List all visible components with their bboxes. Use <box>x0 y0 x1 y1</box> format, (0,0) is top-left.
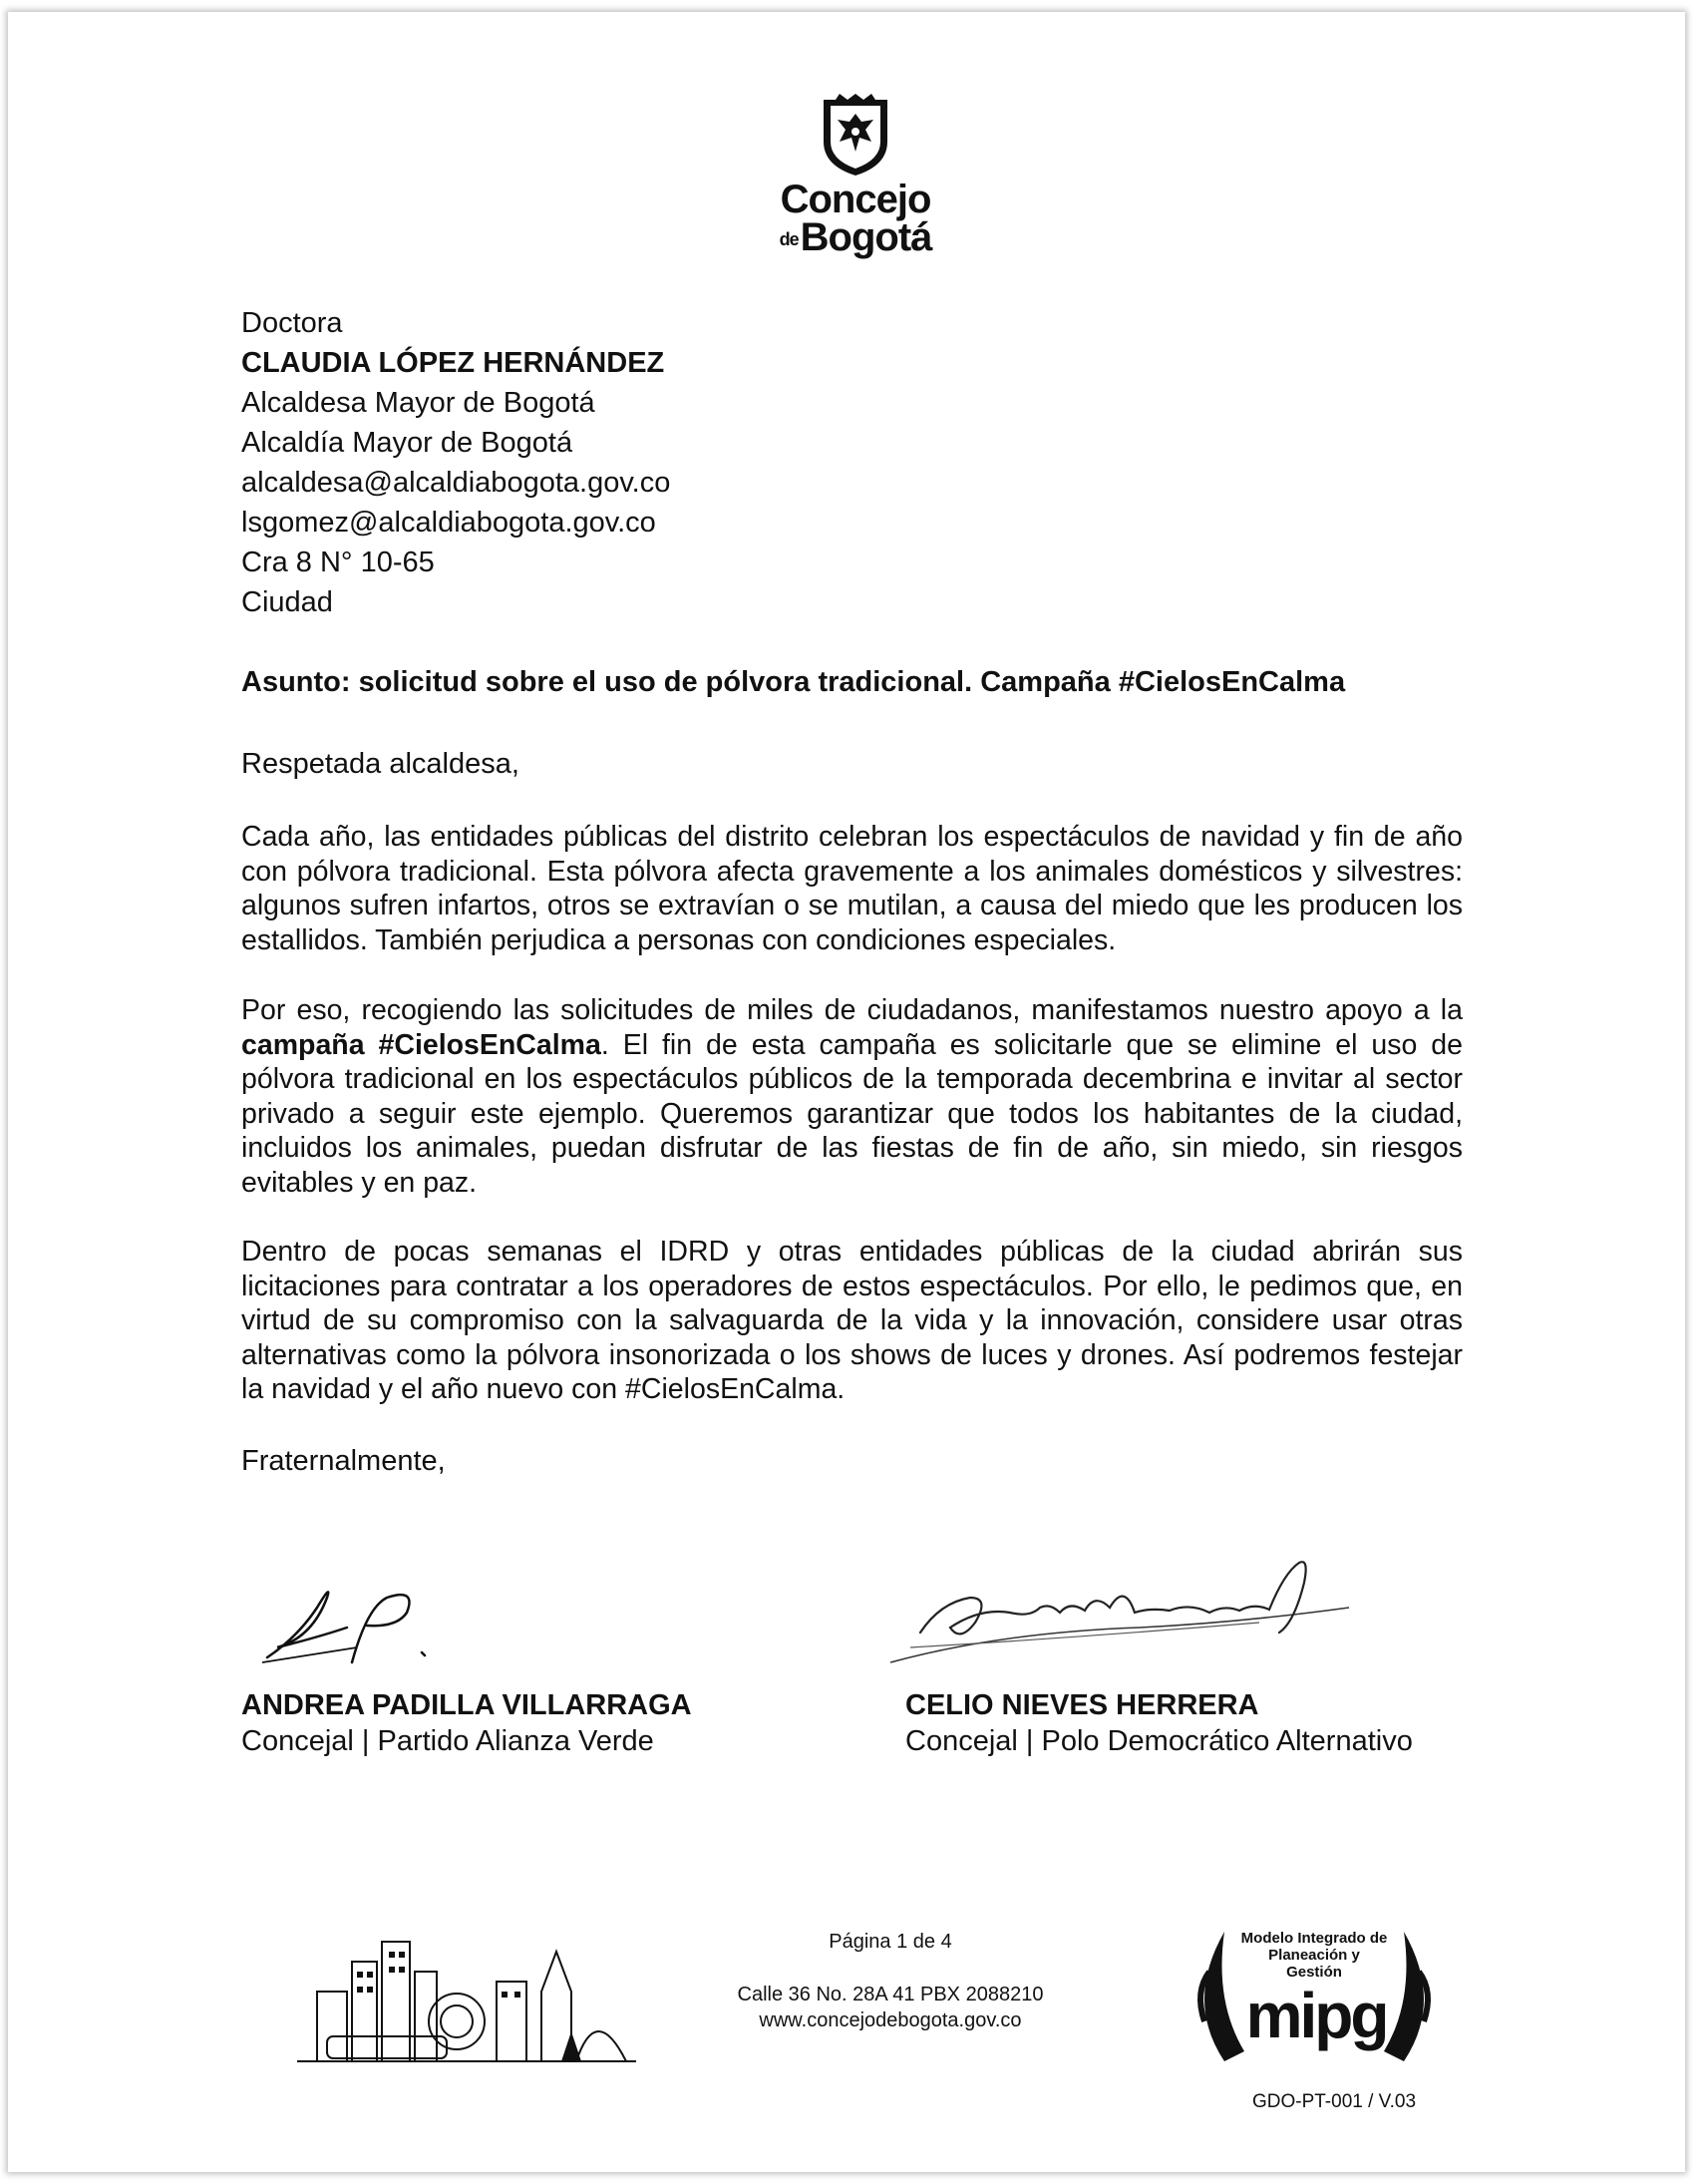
p2-text-before: Por eso, recogiendo las solicitudes de miles de ciudadanos, manifestamos nuestro apoyo a la <box>241 994 1463 1026</box>
letter-page <box>8 12 1685 2172</box>
campaign-highlight: campaña #CielosEnCalma <box>241 1028 601 1061</box>
signer-1 <box>241 1687 800 1759</box>
logo-small: de <box>779 229 799 250</box>
coat-of-arms-icon <box>818 92 893 178</box>
signature-1-icon <box>257 1568 457 1682</box>
subject-line: Asunto: solicitud sobre el uso de pólvora tradicional. Campaña #CielosEnCalma <box>241 666 1346 698</box>
footer-address: Calle 36 No. 28A 41 PBX 2088210 <box>737 1984 1044 2005</box>
city-skyline-icon <box>297 1932 636 2066</box>
signer-2-name: CELIO NIEVES HERRERA <box>905 1689 1259 1721</box>
signer-1-name: ANDREA PADILLA VILLARRAGA <box>241 1689 692 1721</box>
mipg-logo <box>1185 1912 1444 2081</box>
recipient-street: Cra 8 N° 10-65 <box>241 546 435 578</box>
footer-website: www.concejodebogota.gov.co <box>759 2009 1022 2031</box>
greeting: Respetada alcaldesa, <box>241 748 519 780</box>
closing: Fraternalmente, <box>241 1445 446 1477</box>
body-paragraph-2 <box>241 993 1463 1200</box>
mipg-wordmark: mipg <box>1245 1980 1387 2051</box>
recipient-city: Ciudad <box>241 586 333 618</box>
recipient-email-1: alcaldesa@alcaldiabogota.gov.co <box>241 467 671 499</box>
mipg-caption: Modelo Integrado de Planeación y Gestión <box>1240 1930 1388 1981</box>
signer-2 <box>905 1687 1464 1759</box>
p2-text-after: . El fin de esta campaña es solicitarle que se elimine el uso de pólvora tradicional en los espectáculos públicos de la temporada decembrina e invitar al sector privado a seguir este ejemplo. Queremos garantizar que todos los habitantes de la ciudad, incluidos los animales, puedan disfrutar de las fiestas de fin de año, sin miedo, sin riesgos evitables y en paz. <box>241 1028 1463 1199</box>
recipient-email-2: lsgomez@alcaldiabogota.gov.co <box>241 507 656 539</box>
recipient-name: CLAUDIA LÓPEZ HERNÁNDEZ <box>241 347 665 379</box>
document-code: GDO-PT-001 / V.03 <box>1251 2091 1417 2112</box>
body-paragraph-1: Cada año, las entidades públicas del distrito celebran los espectáculos de navidad y fin de año con pólvora tradicional. Esta pólvora afecta gravemente a los animales domésticos y silvestres: algunos sufren infartos, otros se extravían o se mutilan, a causa del miedo que les producen los estallidos. También perjudica a personas con condiciones especiales. <box>241 821 1463 956</box>
footer-info <box>696 1929 1085 2033</box>
recipient-position: Alcaldesa Mayor de Bogotá <box>241 387 595 419</box>
recipient-title: Doctora <box>241 307 343 339</box>
recipient-office: Alcaldía Mayor de Bogotá <box>241 427 573 459</box>
signature-2-icon <box>880 1553 1369 1672</box>
signer-1-role: Concejal | Partido Alianza Verde <box>241 1725 654 1757</box>
logo-line2: Bogotá <box>800 215 932 259</box>
recipient-block <box>241 303 1463 622</box>
signer-2-role: Concejal | Polo Democrático Alternativo <box>905 1725 1413 1757</box>
body-paragraph-3: Dentro de pocas semanas el IDRD y otras entidades públicas de la ciudad abrirán sus licitaciones para contratar a los operadores de estos espectáculos. Por ello, le pedimos que, en virtud de su compromiso con la salvaguarda de la vida y la innovación, considere usar otras alternativas como la pólvora insonorizada o los shows de luces y drones. Así podremos festejar la navidad y el año nuevo con #CielosEnCalma. <box>241 1236 1463 1405</box>
page-number: Página 1 de 4 <box>829 1931 952 1953</box>
concejo-logo <box>726 92 985 271</box>
logo-line1: Concejo <box>780 178 931 221</box>
